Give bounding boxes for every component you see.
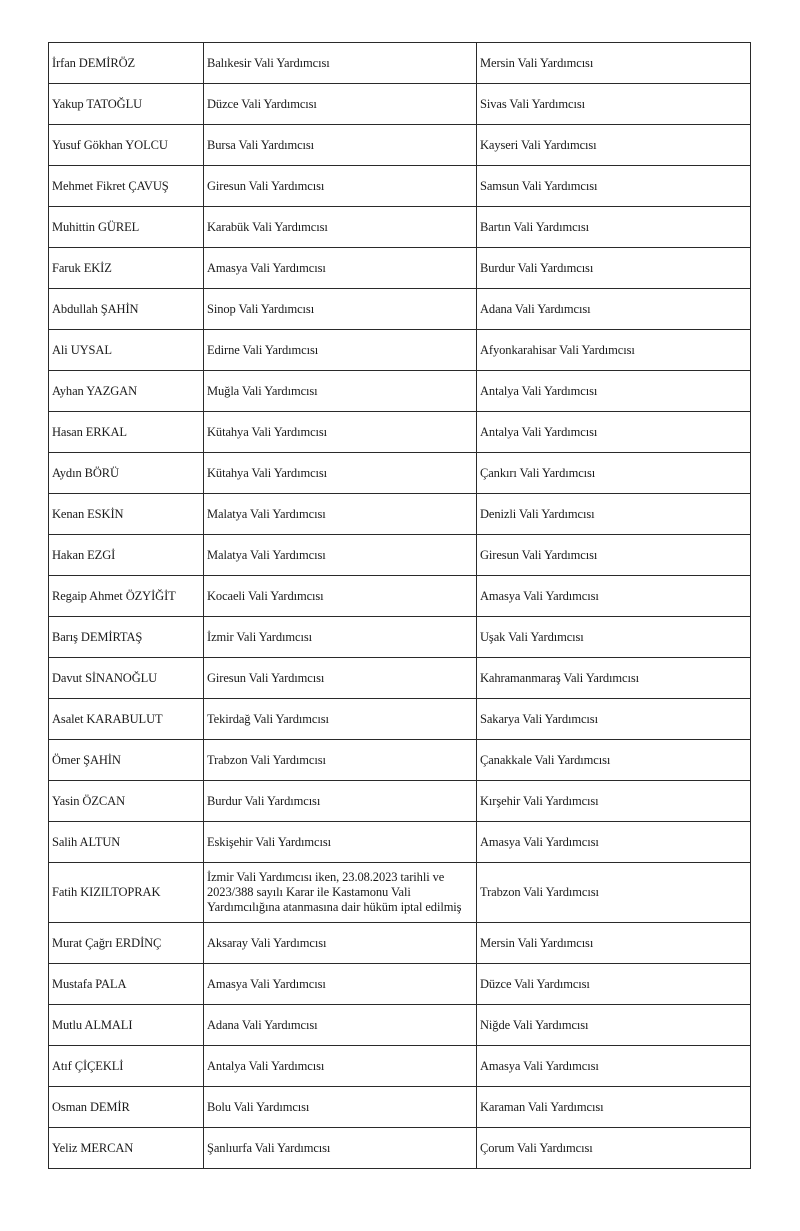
person-name-cell: Ayhan YAZGAN	[49, 371, 204, 412]
previous-post-cell: Kütahya Vali Yardımcısı	[204, 453, 477, 494]
new-post-cell: Sivas Vali Yardımcısı	[477, 84, 751, 125]
new-post-cell: Kayseri Vali Yardımcısı	[477, 125, 751, 166]
table-row	[49, 1128, 751, 1169]
table-row	[49, 166, 751, 207]
new-post-cell: Amasya Vali Yardımcısı	[477, 576, 751, 617]
table-row	[49, 289, 751, 330]
person-name-cell: Yeliz MERCAN	[49, 1128, 204, 1169]
new-post-cell: Kahramanmaraş Vali Yardımcısı	[477, 658, 751, 699]
table-row	[49, 923, 751, 964]
person-name-cell: Davut SİNANOĞLU	[49, 658, 204, 699]
new-post-cell: Kırşehir Vali Yardımcısı	[477, 781, 751, 822]
person-name-cell: Ömer ŞAHİN	[49, 740, 204, 781]
previous-post-cell: Malatya Vali Yardımcısı	[204, 494, 477, 535]
person-name-cell: Mehmet Fikret ÇAVUŞ	[49, 166, 204, 207]
table-row	[49, 699, 751, 740]
table-row	[49, 535, 751, 576]
table-row	[49, 1046, 751, 1087]
person-name-cell: Hakan EZGİ	[49, 535, 204, 576]
new-post-cell: Adana Vali Yardımcısı	[477, 289, 751, 330]
previous-post-cell: Amasya Vali Yardımcısı	[204, 964, 477, 1005]
appointments-table-body	[49, 43, 751, 1169]
previous-post-cell: Eskişehir Vali Yardımcısı	[204, 822, 477, 863]
table-row	[49, 43, 751, 84]
new-post-cell: Afyonkarahisar Vali Yardımcısı	[477, 330, 751, 371]
previous-post-cell: Giresun Vali Yardımcısı	[204, 658, 477, 699]
previous-post-cell: Trabzon Vali Yardımcısı	[204, 740, 477, 781]
table-row	[49, 576, 751, 617]
person-name-cell: Regaip Ahmet ÖZYİĞİT	[49, 576, 204, 617]
person-name-cell: Osman DEMİR	[49, 1087, 204, 1128]
new-post-cell: Sakarya Vali Yardımcısı	[477, 699, 751, 740]
person-name-cell: Yusuf Gökhan YOLCU	[49, 125, 204, 166]
person-name-cell: Yasin ÖZCAN	[49, 781, 204, 822]
previous-post-cell: Kütahya Vali Yardımcısı	[204, 412, 477, 453]
previous-post-cell: Balıkesir Vali Yardımcısı	[204, 43, 477, 84]
previous-post-cell: Muğla Vali Yardımcısı	[204, 371, 477, 412]
previous-post-cell: Bursa Vali Yardımcısı	[204, 125, 477, 166]
person-name-cell: Yakup TATOĞLU	[49, 84, 204, 125]
person-name-cell: Muhittin GÜREL	[49, 207, 204, 248]
previous-post-cell: Giresun Vali Yardımcısı	[204, 166, 477, 207]
new-post-cell: Amasya Vali Yardımcısı	[477, 1046, 751, 1087]
new-post-cell: Mersin Vali Yardımcısı	[477, 923, 751, 964]
new-post-cell: Amasya Vali Yardımcısı	[477, 822, 751, 863]
previous-post-cell: Antalya Vali Yardımcısı	[204, 1046, 477, 1087]
previous-post-cell: Aksaray Vali Yardımcısı	[204, 923, 477, 964]
table-row	[49, 330, 751, 371]
table-row	[49, 781, 751, 822]
table-row	[49, 207, 751, 248]
table-row	[49, 125, 751, 166]
previous-post-cell: Şanlıurfa Vali Yardımcısı	[204, 1128, 477, 1169]
table-row	[49, 412, 751, 453]
table-row	[49, 84, 751, 125]
new-post-cell: Bartın Vali Yardımcısı	[477, 207, 751, 248]
person-name-cell: Abdullah ŞAHİN	[49, 289, 204, 330]
new-post-cell: Karaman Vali Yardımcısı	[477, 1087, 751, 1128]
table-row	[49, 822, 751, 863]
table-row	[49, 453, 751, 494]
previous-post-cell: Amasya Vali Yardımcısı	[204, 248, 477, 289]
table-row	[49, 1005, 751, 1046]
table-row	[49, 617, 751, 658]
person-name-cell: Fatih KIZILTOPRAK	[49, 863, 204, 923]
previous-post-cell: Karabük Vali Yardımcısı	[204, 207, 477, 248]
table-row	[49, 740, 751, 781]
person-name-cell: Atıf ÇİÇEKLİ	[49, 1046, 204, 1087]
previous-post-cell: Bolu Vali Yardımcısı	[204, 1087, 477, 1128]
new-post-cell: Trabzon Vali Yardımcısı	[477, 863, 751, 923]
previous-post-cell: Kocaeli Vali Yardımcısı	[204, 576, 477, 617]
previous-post-cell: Malatya Vali Yardımcısı	[204, 535, 477, 576]
new-post-cell: Mersin Vali Yardımcısı	[477, 43, 751, 84]
previous-post-cell: İzmir Vali Yardımcısı	[204, 617, 477, 658]
person-name-cell: Hasan ERKAL	[49, 412, 204, 453]
previous-post-cell: Sinop Vali Yardımcısı	[204, 289, 477, 330]
previous-post-cell: Edirne Vali Yardımcısı	[204, 330, 477, 371]
person-name-cell: Mutlu ALMALI	[49, 1005, 204, 1046]
new-post-cell: Samsun Vali Yardımcısı	[477, 166, 751, 207]
previous-post-cell: Düzce Vali Yardımcısı	[204, 84, 477, 125]
previous-post-cell: Adana Vali Yardımcısı	[204, 1005, 477, 1046]
new-post-cell: Niğde Vali Yardımcısı	[477, 1005, 751, 1046]
new-post-cell: Burdur Vali Yardımcısı	[477, 248, 751, 289]
previous-post-cell: Tekirdağ Vali Yardımcısı	[204, 699, 477, 740]
new-post-cell: Çanakkale Vali Yardımcısı	[477, 740, 751, 781]
person-name-cell: Kenan ESKİN	[49, 494, 204, 535]
table-row	[49, 863, 751, 923]
new-post-cell: Çankırı Vali Yardımcısı	[477, 453, 751, 494]
person-name-cell: Barış DEMİRTAŞ	[49, 617, 204, 658]
person-name-cell: Mustafa PALA	[49, 964, 204, 1005]
new-post-cell: Uşak Vali Yardımcısı	[477, 617, 751, 658]
previous-post-cell: İzmir Vali Yardımcısı iken, 23.08.2023 tarihli ve 2023/388 sayılı Karar ile Kastamonu Vali Yardımcılığına atanmasına dair hüküm iptal edilmiş	[204, 863, 477, 923]
person-name-cell: Aydın BÖRÜ	[49, 453, 204, 494]
new-post-cell: Giresun Vali Yardımcısı	[477, 535, 751, 576]
table-row	[49, 494, 751, 535]
new-post-cell: Düzce Vali Yardımcısı	[477, 964, 751, 1005]
previous-post-cell: Burdur Vali Yardımcısı	[204, 781, 477, 822]
new-post-cell: Çorum Vali Yardımcısı	[477, 1128, 751, 1169]
person-name-cell: Faruk EKİZ	[49, 248, 204, 289]
person-name-cell: İrfan DEMİRÖZ	[49, 43, 204, 84]
person-name-cell: Murat Çağrı ERDİNÇ	[49, 923, 204, 964]
table-row	[49, 371, 751, 412]
new-post-cell: Antalya Vali Yardımcısı	[477, 371, 751, 412]
person-name-cell: Asalet KARABULUT	[49, 699, 204, 740]
person-name-cell: Salih ALTUN	[49, 822, 204, 863]
table-row	[49, 964, 751, 1005]
table-row	[49, 1087, 751, 1128]
new-post-cell: Antalya Vali Yardımcısı	[477, 412, 751, 453]
appointments-table	[48, 42, 751, 1169]
table-row	[49, 248, 751, 289]
new-post-cell: Denizli Vali Yardımcısı	[477, 494, 751, 535]
person-name-cell: Ali UYSAL	[49, 330, 204, 371]
table-row	[49, 658, 751, 699]
